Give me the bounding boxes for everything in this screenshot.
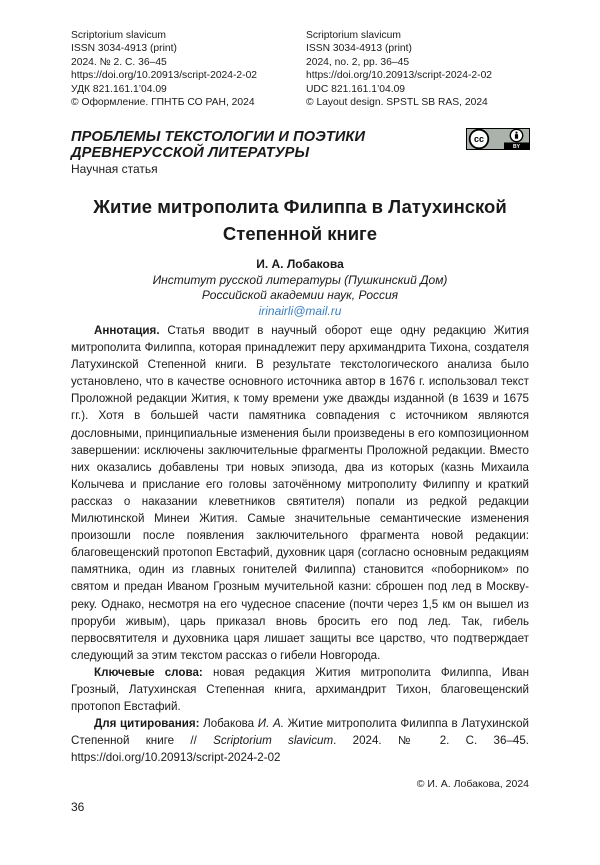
- author-block: [71, 257, 529, 319]
- citation: Для цитирования: Лобакова И. А. Житие митрополита Филиппа в Латухинской Степенной книге // Scriptorium slavicum. 2024. № 2. С. 36–45. https://doi.org/10.20913/script-2024-2-02: [71, 715, 529, 766]
- cc-by-text: BY: [513, 144, 521, 150]
- cc-text: cc: [474, 134, 484, 144]
- section-header: [71, 129, 431, 176]
- article-type: Научная статья: [71, 162, 431, 176]
- author-email[interactable]: irinairli@mail.ru: [71, 304, 529, 320]
- citation-label: Для цитирования:: [94, 717, 199, 730]
- issn: ISSN 3034-4913 (print): [71, 42, 257, 55]
- doi-link[interactable]: https://doi.org/10.20913/script-2024-2-02: [306, 69, 492, 82]
- author-name: И. А. Лобакова: [71, 257, 529, 273]
- udc: UDC 821.161.1’04.09: [306, 83, 492, 96]
- abstract-label: Аннотация.: [94, 324, 160, 337]
- keywords-text: новая редакция Жития митрополита Филиппа, Иван Грозный, Латухинская Степенная книга, архимандрит Тихон, благовещенский протопоп Евстафий.: [71, 666, 529, 713]
- journal-name: Scriptorium slavicum: [71, 29, 257, 42]
- author-copyright: © И. А. Лобакова, 2024: [417, 778, 529, 790]
- abstract: [71, 322, 529, 664]
- citation-journal: Scriptorium slavicum: [213, 734, 333, 747]
- keywords: [71, 664, 529, 715]
- affiliation-line: Российской академии наук, Россия: [71, 288, 529, 304]
- issn: ISSN 3034-4913 (print): [306, 42, 492, 55]
- udc: УДК 821.161.1’04.09: [71, 83, 257, 96]
- page-number: 36: [71, 800, 84, 814]
- article-title: Житие митрополита Филиппа в Латухинской Степенной книге: [71, 193, 529, 247]
- affiliation-line: Институт русской литературы (Пушкинский Дом): [71, 273, 529, 289]
- keywords-label: Ключевые слова:: [94, 666, 203, 679]
- abstract-text: Статья вводит в научный оборот еще одну редакцию Жития митрополита Филиппа, которая принадлежит перу архимандрита Тихона, создателя Латухинской Степенной книги. В результате текстологического анализа было установлено, что в качестве основного источника автор в 1676 г. использовал текст Проложной редакции Жития, к тому времени уже дважды изданной (в 1639 и 1675 гг.). Хотя в большей части памятника совпадения с источником являются дословными, принципиальные изменения были произведены в его композиционном завершении: исключены заключительные фрагменты Проложной редакции. Вместо них оказались добавлены три новых эпизода, два из которых (казнь Михаила Колычева и присланиe его головы заточённому митрополиту Филиппу и краткий рассказ о наказании клеветников святителя) попали из редкой редакции Милютинской Минеи Жития. Самые значительные семантические изменения произошли после появления заключительного фрагмента новой редакции: благовещенский протопоп Евстафий, духовник царя (согласно основным редакциям памятника, один из главных гонителей Филиппа) становится «поборником» по святом и предан Иваном Грозным мучительной казни: сброшен под лед в Москву-реку. Однако, несмотря на его чудесное спасение (почти через 1,5 км он вышел из проруби живым), царь приказал вновь бросить его под лед. Так, гибель первосвятителя и духовника царя лишает защиты все царство, что подтверждает следующий за этим текстом рассказ о гибели Новгорода.: [71, 324, 529, 662]
- header-metadata-ru: [71, 29, 257, 109]
- header-metadata-en: [306, 29, 492, 109]
- layout-copyright: © Оформление. ГПНТБ СО РАН, 2024: [71, 96, 257, 109]
- article-body: [71, 322, 529, 766]
- journal-name: Scriptorium slavicum: [306, 29, 492, 42]
- doi-link[interactable]: https://doi.org/10.20913/script-2024-2-02: [71, 69, 257, 82]
- layout-copyright: © Layout design. SPSTL SB RAS, 2024: [306, 96, 492, 109]
- issue-pages: 2024. № 2. С. 36–45: [71, 56, 257, 69]
- citation-author: И. А.: [258, 717, 284, 730]
- section-title: ПРОБЛЕМЫ ТЕКСТОЛОГИИ И ПОЭТИКИ ДРЕВНЕРУССКОЙ ЛИТЕРАТУРЫ: [71, 129, 431, 161]
- cc-by-license-icon[interactable]: [466, 128, 530, 150]
- issue-pages: 2024, no. 2, pp. 36–45: [306, 56, 492, 69]
